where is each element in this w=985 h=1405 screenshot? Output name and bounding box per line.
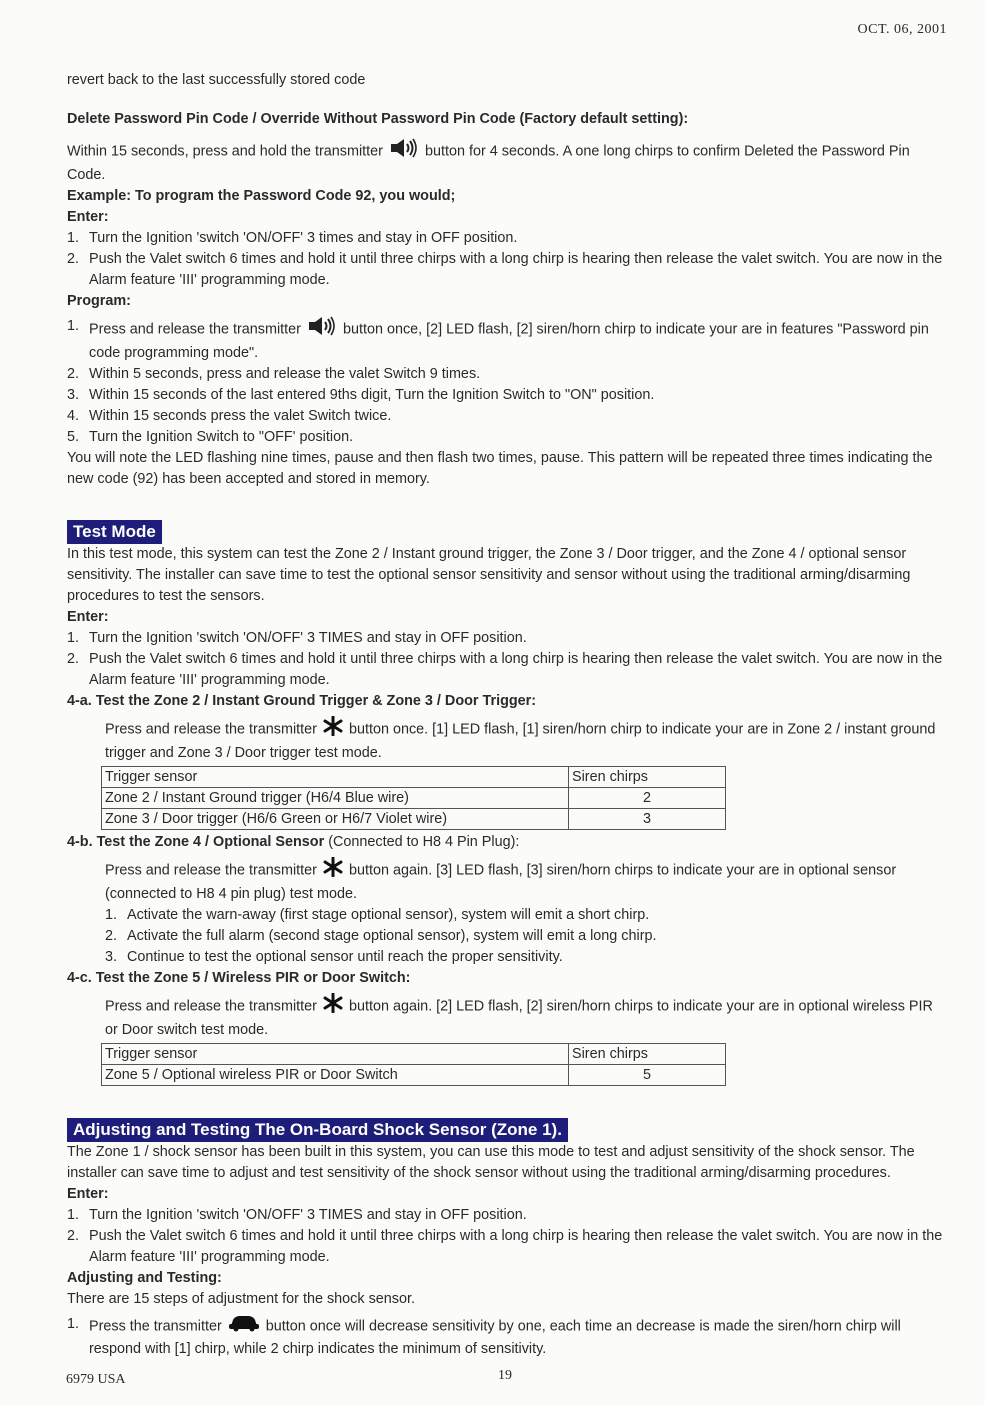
page-content bbox=[67, 70, 949, 1360]
list-item: 1. Press and release the transmitter button once, [2] LED flash, [2] siren/horn chirp to indicate your are in features "Password pin code programming mode". bbox=[67, 318, 929, 361]
enter-label: Enter: bbox=[67, 209, 109, 225]
list-item: 3. Continue to test the optional sensor until reach the proper sensitivity. bbox=[105, 949, 563, 965]
table-row: Zone 2 / Instant Ground trigger (H6/4 Blue wire) 2 bbox=[102, 788, 726, 809]
shock-enter-steps bbox=[67, 1205, 949, 1268]
test-mode-enter-steps bbox=[67, 628, 949, 691]
delete-pw-text-b: button for 4 seconds. A one long chirps to confirm Deleted the Password Pin Code. bbox=[67, 143, 910, 183]
delete-pw-text-a: Within 15 seconds, press and hold the transmitter bbox=[67, 143, 383, 160]
intro-line: revert back to the last successfully stored code bbox=[67, 72, 366, 88]
test-4b-steps bbox=[67, 905, 949, 968]
star-icon bbox=[323, 716, 343, 743]
program-label: Program: bbox=[67, 293, 131, 309]
trigger-table-1 bbox=[101, 766, 726, 830]
list-item: 1. Activate the warn-away (first stage optional sensor), system will emit a short chirp. bbox=[105, 907, 650, 923]
shock-sensor-banner: Adjusting and Testing The On-Board Shock Sensor (Zone 1). bbox=[67, 1118, 568, 1142]
speaker-icon bbox=[389, 138, 419, 165]
list-item: 1. Press the transmitter button once will decrease sensitivity by one, each time an decrease is made the siren/horn chirp will respond with [1] chirp, while 2 chirp indicates the minimum of sensitivity. bbox=[67, 1316, 901, 1357]
delete-pw-enter-steps bbox=[67, 228, 949, 291]
list-item: 3. Within 15 seconds of the last entered 9ths digit, Turn the Ignition Switch to "ON" position. bbox=[67, 387, 655, 403]
star-icon bbox=[323, 857, 343, 884]
table-row: Zone 3 / Door trigger (H6/6 Green or H6/7 Violet wire) 3 bbox=[102, 809, 726, 830]
table-header-row: Trigger sensor Siren chirps bbox=[102, 767, 726, 788]
program-steps bbox=[67, 316, 949, 448]
test-4c-heading: 4-c. Test the Zone 5 / Wireless PIR or Door Switch: bbox=[67, 970, 411, 986]
test-4b-heading: 4-b. Test the Zone 4 / Optional Sensor (Connected to H8 4 Pin Plug): bbox=[67, 834, 520, 850]
test-4b-text: Press and release the transmitter button again. [3] LED flash, [3] siren/horn chirps to indicate your are in optional sensor (connected to H8 4 pin plug) test mode. bbox=[67, 857, 949, 905]
list-item: 1. Turn the Ignition 'switch 'ON/OFF' 3 TIMES and stay in OFF position. bbox=[67, 630, 527, 646]
list-item: 1. Turn the Ignition 'switch 'ON/OFF' 3 TIMES and stay in OFF position. bbox=[67, 1207, 527, 1223]
list-item: 2. Push the Valet switch 6 times and hold it until three chirps with a long chirp is hearing then release the valet switch. You are now in the Alarm feature 'III' programming mode. bbox=[67, 251, 943, 288]
adjusting-steps bbox=[67, 1314, 949, 1360]
table-row: Zone 5 / Optional wireless PIR or Door Switch 5 bbox=[102, 1065, 726, 1086]
test-4c-text: Press and release the transmitter button again. [2] LED flash, [2] siren/horn chirps to indicate your are in optional wireless PIR or Door switch test mode. bbox=[67, 993, 949, 1041]
shock-intro: The Zone 1 / shock sensor has been built in this system, you can use this mode to test and adjust sensitivity of the shock sensor. The installer can save time to adjust and test sensitivity of the shock sensor without using the traditional arming/disarming procedures. bbox=[67, 1144, 915, 1181]
footer-model: 6979 USA bbox=[66, 1372, 126, 1387]
delete-pw-heading: Delete Password Pin Code / Override Without Password Pin Code (Factory default setting): bbox=[67, 111, 689, 127]
trigger-table-2 bbox=[101, 1043, 726, 1086]
example-line: Example: To program the Password Code 92, you would; bbox=[67, 188, 456, 204]
enter-label: Enter: bbox=[67, 609, 109, 625]
page-number: 19 bbox=[498, 1368, 512, 1383]
list-item: 4. Within 15 seconds press the valet Switch twice. bbox=[67, 408, 392, 424]
page-date: OCT. 06, 2001 bbox=[857, 22, 947, 37]
test-4a-heading: 4-a. Test the Zone 2 / Instant Ground Trigger & Zone 3 / Door Trigger: bbox=[67, 693, 537, 709]
car-icon bbox=[228, 1314, 260, 1339]
list-item: 1. Turn the Ignition 'switch 'ON/OFF' 3 times and stay in OFF position. bbox=[67, 230, 518, 246]
enter-label: Enter: bbox=[67, 1186, 109, 1202]
adjusting-intro: There are 15 steps of adjustment for the shock sensor. bbox=[67, 1291, 415, 1307]
list-item: 5. Turn the Ignition Switch to "OFF' position. bbox=[67, 429, 354, 445]
test-mode-banner: Test Mode bbox=[67, 520, 162, 544]
delete-pw-closing: You will note the LED flashing nine times, pause and then flash two times, pause. This pattern will be repeated three times indicating the new code (92) has been accepted and stored in memory. bbox=[67, 450, 933, 487]
list-item: 2. Push the Valet switch 6 times and hold it until three chirps with a long chirp is hearing then release the valet switch. You are now in the Alarm feature 'III' programming mode. bbox=[67, 1228, 943, 1265]
list-item: 2. Activate the full alarm (second stage optional sensor), system will emit a long chirp. bbox=[105, 928, 657, 944]
table-header-row: Trigger sensor Siren chirps bbox=[102, 1044, 726, 1065]
delete-pw-text bbox=[67, 138, 949, 186]
list-item: 2. Within 5 seconds, press and release the valet Switch 9 times. bbox=[67, 366, 481, 382]
star-icon bbox=[323, 993, 343, 1020]
test-mode-intro: In this test mode, this system can test the Zone 2 / Instant ground trigger, the Zone 3 / Door trigger, and the Zone 4 / optional sensor sensitivity. The installer can save time to test the optional sensor sensitivity and sensor without using the traditional arming/disarming procedures to test the sensors. bbox=[67, 546, 911, 604]
speaker-icon bbox=[307, 316, 337, 343]
list-item: 2. Push the Valet switch 6 times and hold it until three chirps with a long chirp is hearing then release the valet switch. You are now in the Alarm feature 'III' programming mode. bbox=[67, 651, 943, 688]
test-4a-text: Press and release the transmitter button once. [1] LED flash, [1] siren/horn chirp to indicate your are in Zone 2 / instant ground trigger and Zone 3 / Door trigger test mode. bbox=[67, 716, 949, 764]
adjusting-label: Adjusting and Testing: bbox=[67, 1270, 222, 1286]
